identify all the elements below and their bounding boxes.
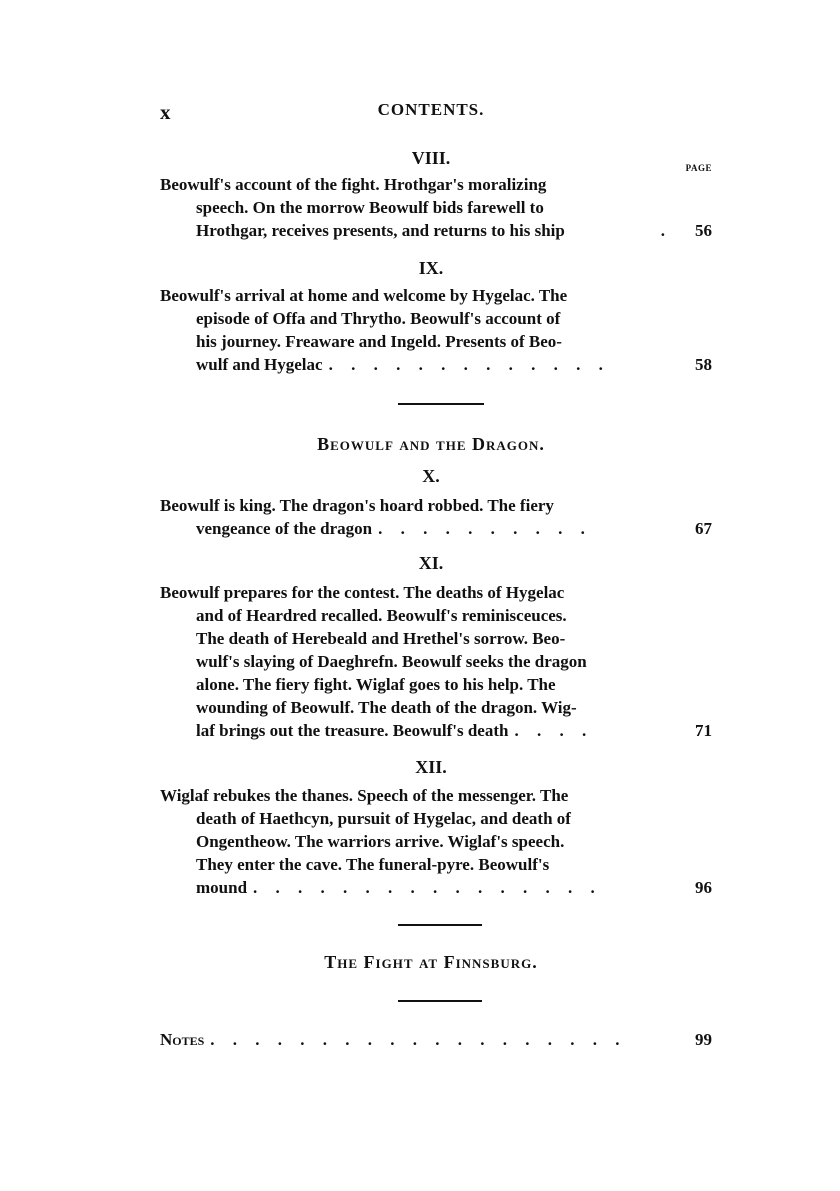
divider-rule	[398, 403, 484, 405]
entry-line: Beowulf's arrival at home and welcome by Hygelac. The	[160, 286, 568, 305]
entry-line: Ongentheow. The warriors arrive. Wiglaf's speech.	[196, 832, 565, 851]
divider-rule	[398, 924, 482, 926]
entry-line: his journey. Freaware and Ingeld. Presents of Beo-	[196, 332, 562, 351]
running-head: CONTENTS.	[377, 100, 485, 119]
entry-last-line	[160, 719, 712, 742]
entry-line: and of Heardred recalled. Beowulf's reminisceuces.	[196, 606, 567, 625]
entry-last-line	[160, 517, 712, 540]
part-title-finnsburg: The Fight at Finnsburg.	[324, 952, 538, 972]
toc-entry-x	[160, 494, 712, 540]
section-heading-xii: XII.	[415, 757, 447, 777]
section-heading-xi: XI.	[418, 553, 444, 573]
leader-dots: . . . . . . . . . . . . . . . .	[253, 878, 602, 897]
toc-entry-viii	[160, 173, 712, 242]
entry-line: vengeance of the dragon	[196, 519, 373, 538]
entry-last-line	[160, 876, 712, 899]
entry-line: Beowulf prepares for the contest. The deaths of Hygelac	[160, 583, 565, 602]
page-reference: 71	[695, 721, 712, 740]
leader-dots: .	[660, 221, 672, 240]
page-column-label: PAGE	[685, 163, 712, 173]
section-heading-viii: VIII.	[411, 148, 451, 168]
divider-rule	[398, 1000, 482, 1002]
toc-entry-xi	[160, 581, 712, 742]
toc-entry-notes	[160, 1030, 712, 1050]
section-heading-ix: IX.	[418, 258, 444, 278]
page-reference: 96	[695, 878, 712, 897]
page-reference: 58	[695, 355, 712, 374]
entry-line: episode of Offa and Thrytho. Beowulf's account of	[196, 309, 561, 328]
page-reference: 56	[695, 221, 712, 240]
entry-line: wounding of Beowulf. The death of the dragon. Wig-	[196, 698, 577, 717]
entry-line: Wiglaf rebukes the thanes. Speech of the messenger. The	[160, 786, 569, 805]
entry-line: wulf and Hygelac	[196, 355, 323, 374]
entry-line: The death of Herebeald and Hrethel's sorrow. Beo-	[196, 629, 566, 648]
notes-label: Notes	[160, 1030, 205, 1049]
leader-dots: . . . .	[514, 721, 594, 740]
entry-line: Hrothgar, receives presents, and returns to his ship	[196, 221, 565, 240]
leader-dots: . . . . . . . . . . . . . . . . . . .	[210, 1030, 627, 1049]
entry-line: speech. On the morrow Beowulf bids farewell to	[196, 198, 544, 217]
entry-line: death of Haethcyn, pursuit of Hygelac, and death of	[196, 809, 571, 828]
leader-dots: . . . . . . . . . . . . .	[328, 355, 610, 374]
toc-entry-xii	[160, 784, 712, 899]
entry-last-line	[160, 219, 712, 242]
entry-line: Beowulf's account of the fight. Hrothgar's moralizing	[160, 175, 547, 194]
entry-line: wulf's slaying of Daeghrefn. Beowulf seeks the dragon	[196, 652, 587, 671]
section-heading-x: X.	[422, 466, 440, 486]
page-reference: 67	[695, 519, 712, 538]
toc-entry-ix	[160, 284, 712, 376]
entry-line: They enter the cave. The funeral-pyre. Beowulf's	[196, 855, 550, 874]
page-number: x	[160, 100, 171, 124]
leader-dots: . . . . . . . . . .	[378, 519, 592, 538]
entry-line: Beowulf is king. The dragon's hoard robbed. The fiery	[160, 496, 554, 515]
part-title-dragon: Beowulf and the Dragon.	[317, 434, 545, 454]
entry-line: laf brings out the treasure. Beowulf's death	[196, 721, 509, 740]
page-reference: 99	[695, 1030, 712, 1049]
entry-line: mound	[196, 878, 248, 897]
entry-last-line	[160, 353, 712, 376]
entry-line: alone. The fiery fight. Wiglaf goes to his help. The	[196, 675, 556, 694]
